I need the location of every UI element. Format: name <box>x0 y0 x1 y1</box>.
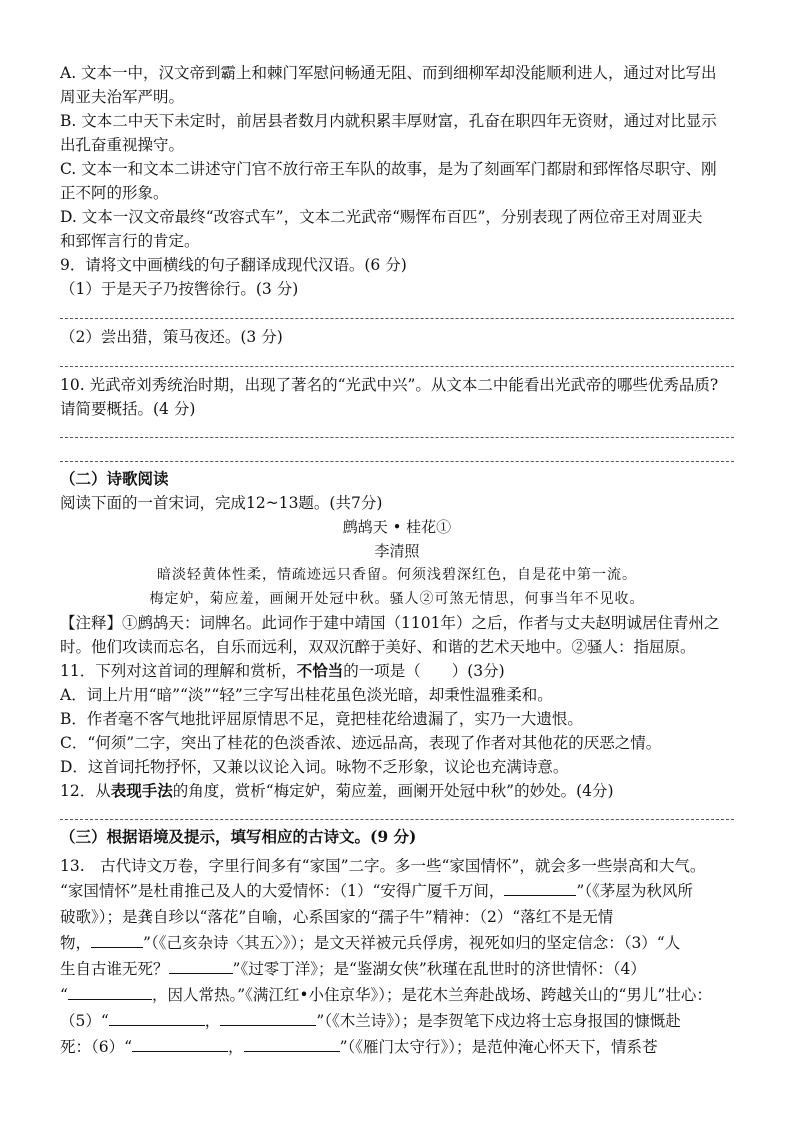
fill-blank-2[interactable] <box>91 932 143 948</box>
fill-blank-5b[interactable] <box>220 1010 316 1026</box>
q13-text: （5）“ <box>60 1012 109 1030</box>
option-a-line2: 周亚夫治军严明。 <box>60 88 185 106</box>
q13-text: “ <box>60 986 68 1004</box>
q13-line8 <box>60 1036 740 1058</box>
q12-stem-pre: 12．从 <box>60 782 111 800</box>
poem-line-1: 暗淡轻黄体性柔，情疏迹远只香留。何须浅碧深红色，自是花中第一流。 <box>157 567 637 583</box>
q13-text: ”（《木兰诗》）；是李贺笔下戍边将士忘身报国的慷慨赴 <box>316 1012 681 1030</box>
answer-line[interactable] <box>60 366 734 367</box>
q11-stem <box>60 660 740 682</box>
option-c-line1: C. 文本一和文本二讲述守门官不放行帝王车队的故事，是为了刻画军门都尉和郅恽恪尽职守、刚 <box>60 160 717 178</box>
section2-intro: 阅读下面的一首宋词，完成12~13题。(共7分) <box>60 494 383 512</box>
poem-title: 鹧鸪天 • 桂花① <box>342 518 452 536</box>
q13-text: ，因人常热。”《满江红•小住京华》）；是花木兰奔赴战场、跨越关山的“男儿”壮心： <box>151 986 712 1004</box>
q13-text: 物， <box>60 934 92 952</box>
q13-line6 <box>60 984 740 1006</box>
q13-text: ”（《雁门太守行》）；是范仲淹心怀天下，情系苍 <box>339 1038 658 1056</box>
q13-line2 <box>60 880 740 902</box>
q13-line3: 破歌》）；是龚自珍以“落花”自喻，心系国家的“孺子牛”精神：（2）“落红不是无情 <box>60 908 614 926</box>
q13-line7 <box>60 1010 740 1032</box>
q13-line5 <box>60 958 740 980</box>
q13-text: ”（《茅屋为秋风所 <box>576 882 693 900</box>
section2-title: （二）诗歌阅读 <box>60 469 169 488</box>
q11-option-a: A．词上片用“暗”“淡”“轻”三字写出桂花虽色淡光暗，却秉性温雅柔和。 <box>60 686 553 704</box>
q13-text: ， <box>204 1012 221 1030</box>
q9-stem: 9．请将文中画横线的句子翻译成现代汉语。(6 分) <box>60 256 407 274</box>
q11-option-b: B．作者毫不客气地批评屈原情思不足，竟把桂花给遗漏了，实乃一大遗恨。 <box>60 710 583 728</box>
q11-option-d: D．这首词托物抒怀，又兼以议论入词。咏物不乏形象，议论也充满诗意。 <box>60 758 569 776</box>
q13-text: 死：（6）“ <box>60 1038 133 1056</box>
option-b-line1: B. 文本二中天下未定时，前居县者数月内就积累丰厚财富，孔奋在职四年无资财，通过对比显示 <box>60 112 717 130</box>
poem-note-1: 【注释】①鹧鸪天：词牌名。此词作于建中靖国（1101年）之后，作者与丈夫赵明诚居住青州之 <box>60 614 720 632</box>
fill-blank-6b[interactable] <box>244 1036 340 1052</box>
q11-stem-emphasis: 不恰当 <box>296 661 344 680</box>
option-c-line2: 正不阿的形象。 <box>60 184 169 202</box>
answer-line[interactable] <box>60 318 734 319</box>
answer-line[interactable] <box>60 437 734 438</box>
q10-line1: 10. 光武帝刘秀统治时期，出现了著名的“光武中兴”。从文本二中能看出光武帝的哪些优秀品质? <box>60 376 719 394</box>
q13-text: 生自古谁无死？ <box>60 960 169 978</box>
q11-stem-pre: 11．下列对这首词的理解和赏析， <box>60 662 297 680</box>
option-b-line2: 出孔奋重视操守。 <box>60 136 185 154</box>
q12-stem-emphasis: 表现手法 <box>110 781 173 800</box>
fill-blank-1[interactable] <box>504 880 576 896</box>
fill-blank-6a[interactable] <box>132 1036 228 1052</box>
fill-blank-5a[interactable] <box>109 1010 205 1026</box>
q9-sentence-1: （1）于是天子乃按辔徐行。(3 分) <box>60 280 299 298</box>
q10-line2: 请简要概括。(4 分) <box>60 400 196 418</box>
q13-text: ”（《己亥杂诗〈其五〉》）；是文天祥被元兵俘虏，视死如归的坚定信念：（3）“人 <box>143 934 681 952</box>
q13-text: ， <box>228 1038 244 1056</box>
fill-blank-3[interactable] <box>169 958 233 974</box>
option-d-line2: 和郅恽言行的肯定。 <box>60 232 200 250</box>
q13-line4 <box>60 932 740 954</box>
fill-blank-4[interactable] <box>68 984 152 1000</box>
poem-line-2: 梅定妒，菊应羞，画阑开处冠中秋。骚人②可煞无情思，何事当年不见收。 <box>149 591 645 607</box>
option-a-line1: A. 文本一中，汉文帝到霸上和棘门军慰问畅通无阻、而到细柳军却没能顺利进人，通过对比写出 <box>60 64 717 82</box>
q13-text: ”《过零丁洋》；是“鉴湖女侠”秋瑾在乱世时的济世情怀：（4） <box>232 960 646 978</box>
q13-text: “家国情怀”是杜甫推己及人的大爱情怀：（1）“安得广厦千万间， <box>60 882 505 900</box>
poem-author: 李清照 <box>374 542 420 560</box>
q11-stem-post: 的一项是（ ）(3分) <box>343 662 505 680</box>
q13-line1: 13. 古代诗文万卷，字里行间多有“家国”二字。多一些“家国情怀”，就会多一些崇高和大气。 <box>60 857 706 875</box>
section3-title: （三）根据语境及提示，填写相应的古诗文。(9 分) <box>60 827 417 846</box>
option-d-line1: D. 文本一汉文帝最终“改容式车”，文本二光武帝“赐恽布百匹”，分别表现了两位帝王对周亚夫 <box>60 208 703 226</box>
answer-line[interactable] <box>60 819 734 820</box>
poem-note-2: 时。他们攻读而忘名，自乐而远利，双双沉醉于美好、和谐的艺术天地中。②骚人：指屈原。 <box>60 638 696 656</box>
q12-stem-post: 的角度，赏析“梅定妒，菊应羞，画阑开处冠中秋”的妙处。(4分) <box>172 782 614 800</box>
q11-option-c: C．“何须”二字，突出了桂花的色淡香浓、迹远品高，表现了作者对其他花的厌恶之情。 <box>60 734 662 752</box>
q9-sentence-2: （2）尝出猎，策马夜还。(3 分) <box>60 328 283 346</box>
q12-stem <box>60 780 740 802</box>
answer-line[interactable] <box>60 461 734 462</box>
